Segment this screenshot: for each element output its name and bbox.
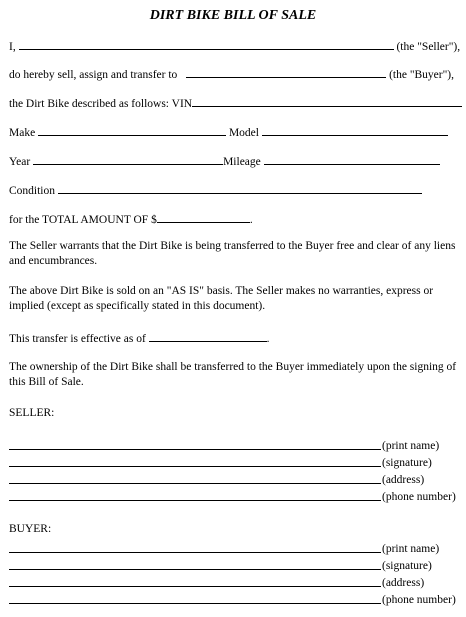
as-is-line-2: implied (except as specifically stated in this document). (9, 300, 266, 312)
buyer-name-row (9, 66, 454, 82)
seller-name-row (9, 38, 460, 54)
seller-address-line[interactable] (9, 483, 381, 484)
condition-label: Condition (9, 185, 56, 197)
buyer-print-name-line[interactable] (9, 552, 381, 553)
seller-print-name-line[interactable] (9, 449, 381, 450)
condition-row (9, 182, 422, 198)
mileage-field[interactable] (264, 153, 440, 165)
model-field[interactable] (262, 124, 448, 136)
model-label: Model (228, 127, 259, 139)
ownership-line-1: The ownership of the Dirt Bike shall be transferred to the Buyer immediately upon the signing of (9, 361, 457, 373)
seller-phone-line[interactable] (9, 500, 381, 501)
buyer-address-line[interactable] (9, 586, 381, 587)
make-label: Make (9, 127, 36, 139)
effective-date-row (9, 330, 270, 346)
seller-address-label: (address) (382, 474, 425, 486)
make-model-row (9, 124, 448, 140)
vin-field[interactable] (192, 95, 462, 107)
document-title: DIRT BIKE BILL OF SALE (149, 8, 317, 23)
effective-prefix: This transfer is effective as of (9, 333, 146, 345)
transfer-prefix: do hereby sell, assign and transfer to (9, 69, 178, 81)
total-prefix: for the TOTAL AMOUNT OF $ (9, 214, 157, 226)
seller-prefix: I, (9, 41, 16, 53)
buyer-address-label: (address) (382, 577, 425, 589)
buyer-signature-line[interactable] (9, 569, 381, 570)
vin-prefix: the Dirt Bike described as follows: VIN (9, 98, 193, 110)
seller-heading: SELLER: (9, 407, 55, 419)
year-field[interactable] (33, 153, 223, 165)
seller-signature-label: (signature) (382, 457, 432, 469)
total-amount-row (9, 211, 253, 227)
buyer-phone-line[interactable] (9, 603, 381, 604)
effective-date-field[interactable] (149, 330, 267, 342)
year-label: Year (9, 156, 31, 168)
as-is-line-1: The above Dirt Bike is sold on an "AS IS" basis. The Seller makes no warranties, express or (9, 285, 434, 297)
vin-row (9, 95, 462, 111)
condition-field[interactable] (58, 182, 422, 194)
seller-signature-line[interactable] (9, 466, 381, 467)
ownership-line-2: this Bill of Sale. (9, 376, 84, 388)
warranty-line-2: and encumbrances. (9, 255, 98, 267)
year-mileage-row (9, 153, 440, 169)
make-field[interactable] (38, 124, 226, 136)
warranty-line-1: The Seller warrants that the Dirt Bike is being transferred to the Buyer free and clear of any liens (9, 240, 456, 252)
buyer-print-name-label: (print name) (382, 543, 440, 555)
mileage-label: Mileage (223, 156, 261, 168)
buyer-signature-label: (signature) (382, 560, 432, 572)
seller-phone-label: (phone number) (382, 491, 456, 503)
total-amount-field[interactable] (157, 211, 250, 223)
buyer-heading: BUYER: (9, 523, 52, 535)
seller-name-field[interactable] (19, 38, 394, 50)
buyer-name-field[interactable] (186, 66, 386, 78)
total-suffix: . (249, 214, 253, 226)
seller-print-name-label: (print name) (382, 440, 440, 452)
transfer-suffix: (the "Buyer"), (389, 69, 455, 81)
effective-suffix: . (266, 333, 270, 345)
buyer-phone-label: (phone number) (382, 594, 456, 606)
seller-suffix: (the "Seller"), (396, 41, 461, 53)
